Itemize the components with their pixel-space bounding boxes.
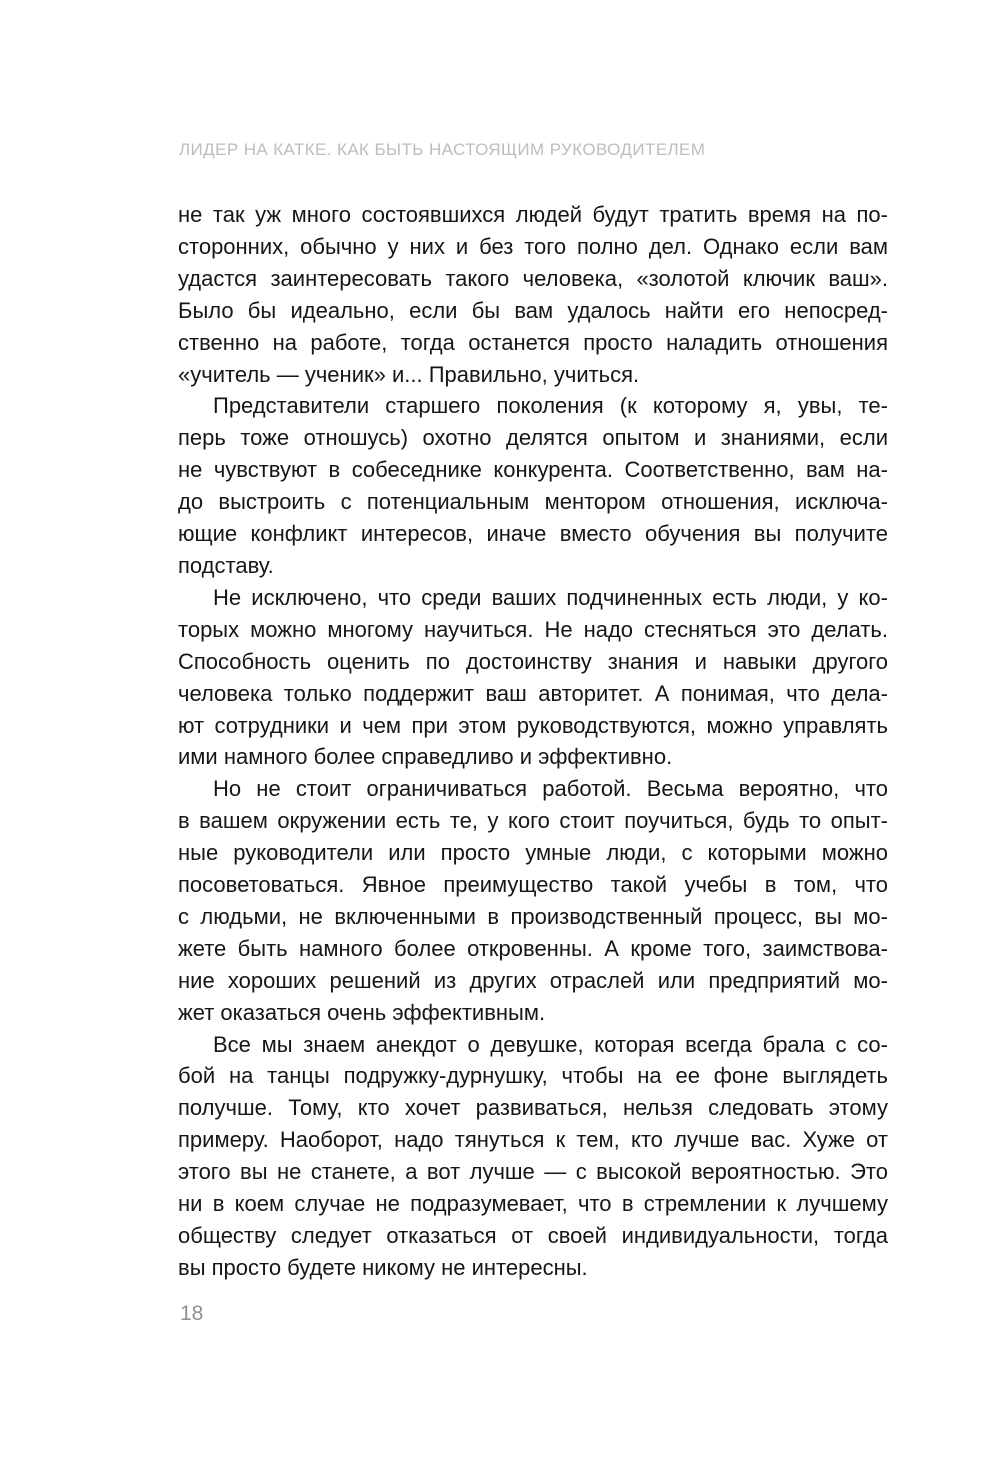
text-line: не чувствуют в собеседнике конкурента. Соответственно, вам на- [178, 457, 888, 483]
text-line: ими намного более справедливо и эффективно. [178, 744, 673, 770]
text-line: торых можно многому научиться. Не надо стесняться это делать. [178, 616, 888, 642]
text-line: Способность оценить по достоинству знания и навыки другого [178, 648, 888, 674]
page-number: 18 [180, 1302, 204, 1325]
text-line: Было бы идеально, если бы вам удалось найти его непосред- [178, 297, 888, 323]
text-line: Все мы знаем анекдот о девушке, которая всегда брала с со- [213, 1031, 888, 1057]
text-line: посоветоваться. Явное преимущество такой учебы в том, что [178, 872, 888, 898]
text-line: вы просто будете никому не интересны. [178, 1254, 588, 1280]
text-line: ни в коем случае не подразумевает, что в стремлении к лучшему [178, 1191, 888, 1217]
text-line: ные руководители или просто умные люди, с которыми можно [178, 840, 888, 866]
text-line: ственно на работе, тогда останется просто наладить отношения [178, 329, 888, 355]
paragraph [178, 390, 888, 581]
text-line: сторонних, обычно у них и без того полно дел. Однако если вам [178, 233, 888, 259]
text-line: Представители старшего поколения (к которому я, увы, те- [213, 393, 888, 419]
text-line: человека только поддержит ваш авторитет. А понимая, что дела- [178, 680, 888, 706]
text-line: не так уж много состоявшихся людей будут тратить время на по- [178, 202, 888, 227]
text-line: обществу следует отказаться от своей индивидуальности, тогда [178, 1223, 888, 1248]
text-line: этого вы не станете, а вот лучше — с высокой вероятностью. Это [178, 1159, 888, 1185]
text-line: ют сотрудники и чем при этом руководствуются, можно управлять [178, 712, 888, 738]
paragraph [178, 582, 888, 773]
text-line: бой на танцы подружку-дурнушку, чтобы на ее фоне выглядеть [178, 1063, 888, 1089]
text-line: до выстроить с потенциальным ментором отношения, исключа- [178, 489, 888, 515]
text-line: жете быть намного более откровенны. А кроме того, заимствова- [178, 935, 888, 961]
paragraph [178, 199, 888, 390]
text-line: ние хороших решений из других отраслей или предприятий мо- [178, 967, 888, 993]
paragraph [178, 773, 888, 1028]
text-line: Но не стоит ограничиваться работой. Весьма вероятно, что [213, 776, 888, 802]
text-line: жет оказаться очень эффективным. [178, 999, 546, 1025]
paragraph [178, 1029, 888, 1284]
text-line: получше. Тому, кто хочет развиваться, нельзя следовать этому [178, 1095, 888, 1121]
text-line: удастся заинтересовать такого человека, «золотой ключик ваш». [178, 265, 888, 291]
body-text [178, 199, 888, 1284]
running-header: ЛИДЕР НА КАТКЕ. КАК БЫТЬ НАСТОЯЩИМ РУКОВОДИТЕЛЕМ [179, 140, 706, 159]
text-line: с людьми, не включенными в производственный процесс, вы мо- [178, 903, 888, 929]
text-line: подставу. [178, 552, 274, 578]
text-line: в вашем окружении есть те, у кого стоит поучиться, будь то опыт- [178, 808, 888, 834]
text-line: «учитель — ученик» и... Правильно, учиться. [178, 361, 640, 387]
text-line: ющие конфликт интересов, иначе вместо обучения вы получите [178, 521, 888, 547]
text-line: перь тоже отношусь) охотно делятся опытом и знаниями, если [178, 425, 888, 451]
text-line: примеру. Наоборот, надо тянуться к тем, кто лучше вас. Хуже от [178, 1127, 888, 1153]
text-line: Не исключено, что среди ваших подчиненных есть люди, у ко- [213, 584, 888, 610]
